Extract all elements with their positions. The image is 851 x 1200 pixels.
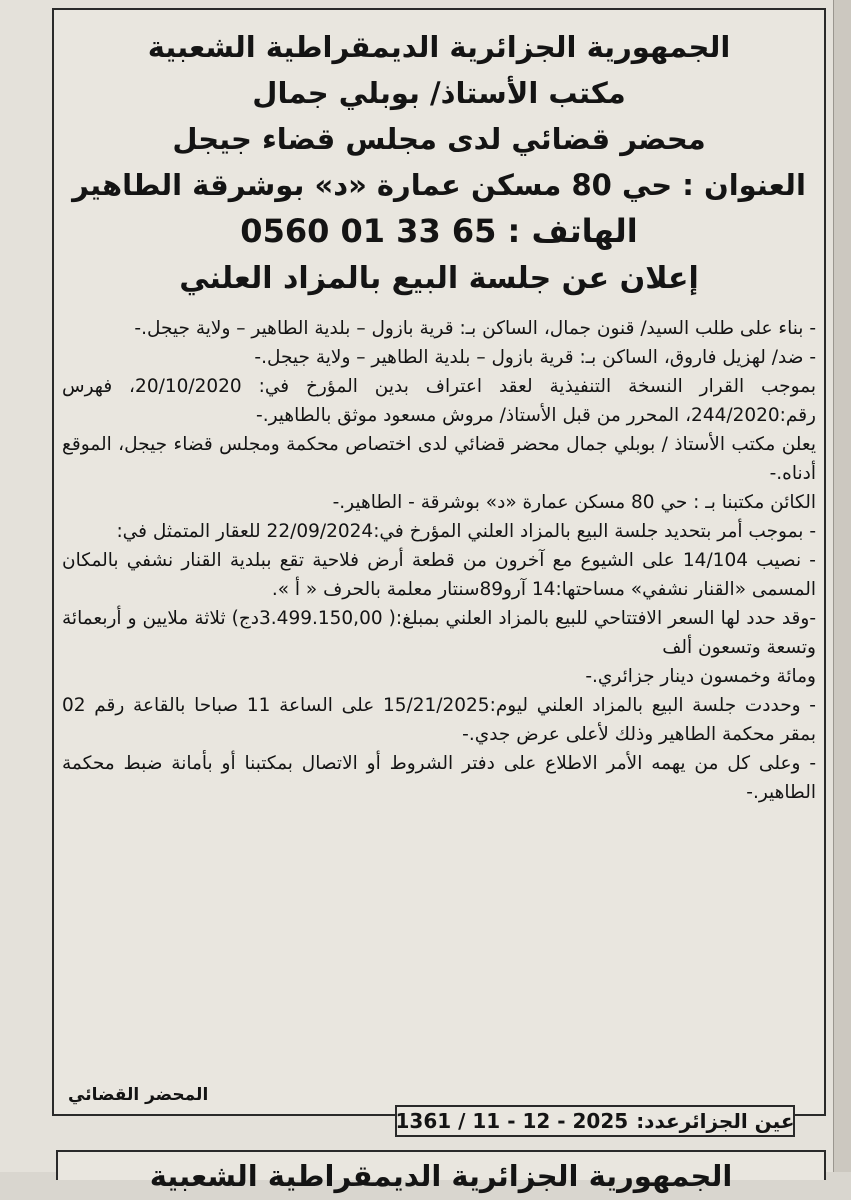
office-role: محضر قضائي لدى مجلس قضاء جيجل <box>172 122 706 156</box>
paragraph-defendant: - ضد/ لهزيل فاروق، الساكن بـ: قرية بازول – بلدية الطاهير – ولاية جيجل.- <box>254 347 816 368</box>
issue-number: 1361 / 11 - 12 - 2025 <box>395 1109 629 1133</box>
paragraph-announcement: يعلن مكتب الأستاذ / بوبلي جمال محضر قضائي لدى اختصاص محكمة ومجلس قضاء جيجل، الموقع أدناه.- <box>62 434 816 484</box>
next-notice-headline: الجمهورية الجزائرية الديمقراطية الشعبية <box>149 1159 733 1193</box>
issue-label: عين الجزائرعدد: <box>636 1109 795 1133</box>
paragraph-requester: - بناء على طلب السيد/ قنون جمال، الساكن بـ: قرية بازول – بلدية الطاهير – ولاية جيجل.- <box>134 318 816 339</box>
paragraph-property: - نصيب 14/104 على الشيوع مع آخرون من قطعة أرض فلاحية تقع ببلدية القنار نشفي بالمكان المسمى «القنار نشفي» مساحتها:14 آرو89سنتار معلمة بالحرف « أ ». <box>62 550 816 600</box>
paragraph-order: - بموجب أمر بتحديد جلسة البيع بالمزاد العلني المؤرخ في:22/09/2024 للعقار المتمثل في: <box>116 521 816 542</box>
paragraph-decision: بموجب القرار النسخة التنفيذية لعقد اعتراف بدين المؤرخ في: 20/10/2020، فهرس رقم:244/2020، المحرر من قبل الأستاذ/ مروش مسعود موثق بالطاهير.- <box>62 376 817 426</box>
paragraph-price: -وقد حدد لها السعر الافتتاحي للبيع بالمزاد العلني بمبلغ:( 3.499.150,00دج) ثلاثة ملايين و أربعمائة وتسعة وتسعون ألف <box>62 608 817 658</box>
office-name: مكتب الأستاذ/ بوبلي جمال <box>252 76 626 110</box>
auction-notice <box>52 8 826 1116</box>
office-phone: الهاتف : 65 33 01 0560 <box>240 212 638 250</box>
paragraph-session: - وحددت جلسة البيع بالمزاد العلني ليوم:15/21/2025 على الساعة 11 صباحا بالقاعة رقم 02 بمقر محكمة الطاهير وذلك لأعلى عرض جدي.- <box>62 695 816 745</box>
paragraph-price-words: ومائة وخمسون دينار جزائري.- <box>585 666 816 687</box>
notice-header <box>54 10 824 304</box>
page-edge <box>833 0 851 1172</box>
paragraph-contact: - وعلى كل من يهمه الأمر الاطلاع على دفتر الشروط أو الاتصال بمكتبنا أو بأمانة ضبط محكمة الطاهير.- <box>62 753 816 803</box>
issue-reference <box>395 1105 795 1137</box>
office-address: العنوان : حي 80 مسكن عمارة «د» بوشرقة الطاهير <box>72 168 806 202</box>
notice-body <box>54 304 824 807</box>
next-notice <box>56 1150 826 1193</box>
notice-title: إعلان عن جلسة البيع بالمزاد العلني <box>179 261 699 296</box>
republic-heading: الجمهورية الجزائرية الديمقراطية الشعبية <box>147 30 731 64</box>
paragraph-office-location: الكائن مكتبنا بـ : حي 80 مسكن عمارة «د» بوشرقة - الطاهير.- <box>332 492 816 513</box>
signature: المحضر القضائي <box>68 1085 209 1105</box>
